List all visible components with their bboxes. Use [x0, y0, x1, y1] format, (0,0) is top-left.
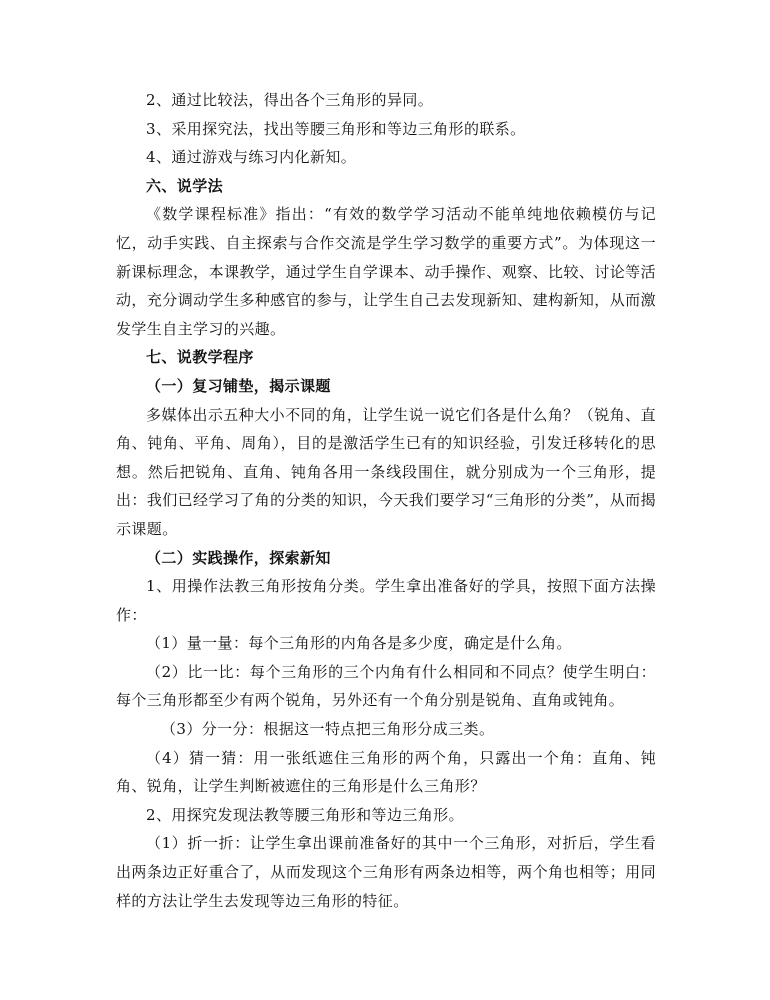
paragraph-divide: （3）分一分：根据这一特点把三角形分成三类。 [161, 720, 495, 739]
paragraph-measure: （1）量一量：每个三角形的内角各是多少度，确定是什么角。 [146, 634, 572, 653]
paragraph-practice-1: 1、用操作法教三角形按角分类。学生拿出准备好的学具，按照下面方法操作： [116, 577, 656, 624]
paragraph-method-3: 3、采用探究法，找出等腰三角形和等边三角形的联系。 [146, 119, 526, 138]
document-body [116, 86, 656, 915]
paragraph-compare: （2）比一比：每个三角形的三个内角有什么相同和不同点？使学生明白：每个三角形都至少有两个锐角，另外还有一个角分别是锐角、直角或钝角。 [116, 662, 656, 710]
heading-review: （一）复习铺垫，揭示课题 [146, 376, 331, 395]
paragraph-learning-method: 《数学课程标准》指出：“有效的数学学习活动不能单纯地依赖模仿与记忆，动手实践、自主探索与合作交流是学生学习数学的重要方式”。为体现这一新课标理念，本课教学，通过学生自学课本、动手操作、观察、比较、讨论等活动，充分调动学生多种感官的参与，让学生自己去发现新知、建构新知，从而激发学生自主学习的兴趣。 [116, 205, 656, 338]
paragraph-review: 多媒体出示五种大小不同的角，让学生说一说它们各是什么角？（锐角、直角、钝角、平角、周角），目的是激活学生已有的知识经验，引发迁移转化的思想。然后把锐角、直角、钝角各用一条线段围住，就分别成为一个三角形，提出：我们已经学习了角的分类的知识，今天我们要学习“三角形的分类”，从而揭示课题。 [116, 405, 656, 538]
paragraph-method-2: 2、通过比较法，得出各个三角形的异同。 [146, 91, 434, 109]
paragraph-practice-2: 2、用探究发现法教等腰三角形和等边三角形。 [146, 805, 464, 824]
paragraph-method-4: 4、通过游戏与练习内化新知。 [146, 148, 357, 167]
paragraph-fold: （1）折一折：让学生拿出课前准备好的其中一个三角形，对折后，学生看出两条边正好重合了，从而发现这个三角形有两条边相等，两个角也相等；用同样的方法让学生去发现等边三角形的特征。 [116, 834, 656, 910]
heading-teaching-procedure: 七、说教学程序 [146, 348, 254, 367]
heading-practice: （二）实践操作，探索新知 [146, 548, 331, 567]
heading-learning-method: 六、说学法 [146, 176, 224, 195]
paragraph-guess: （4）猜一猜：用一张纸遮住三角形的两个角，只露出一个角：直角、钝角、锐角，让学生判断被遮住的三角形是什么三角形？ [116, 748, 656, 796]
